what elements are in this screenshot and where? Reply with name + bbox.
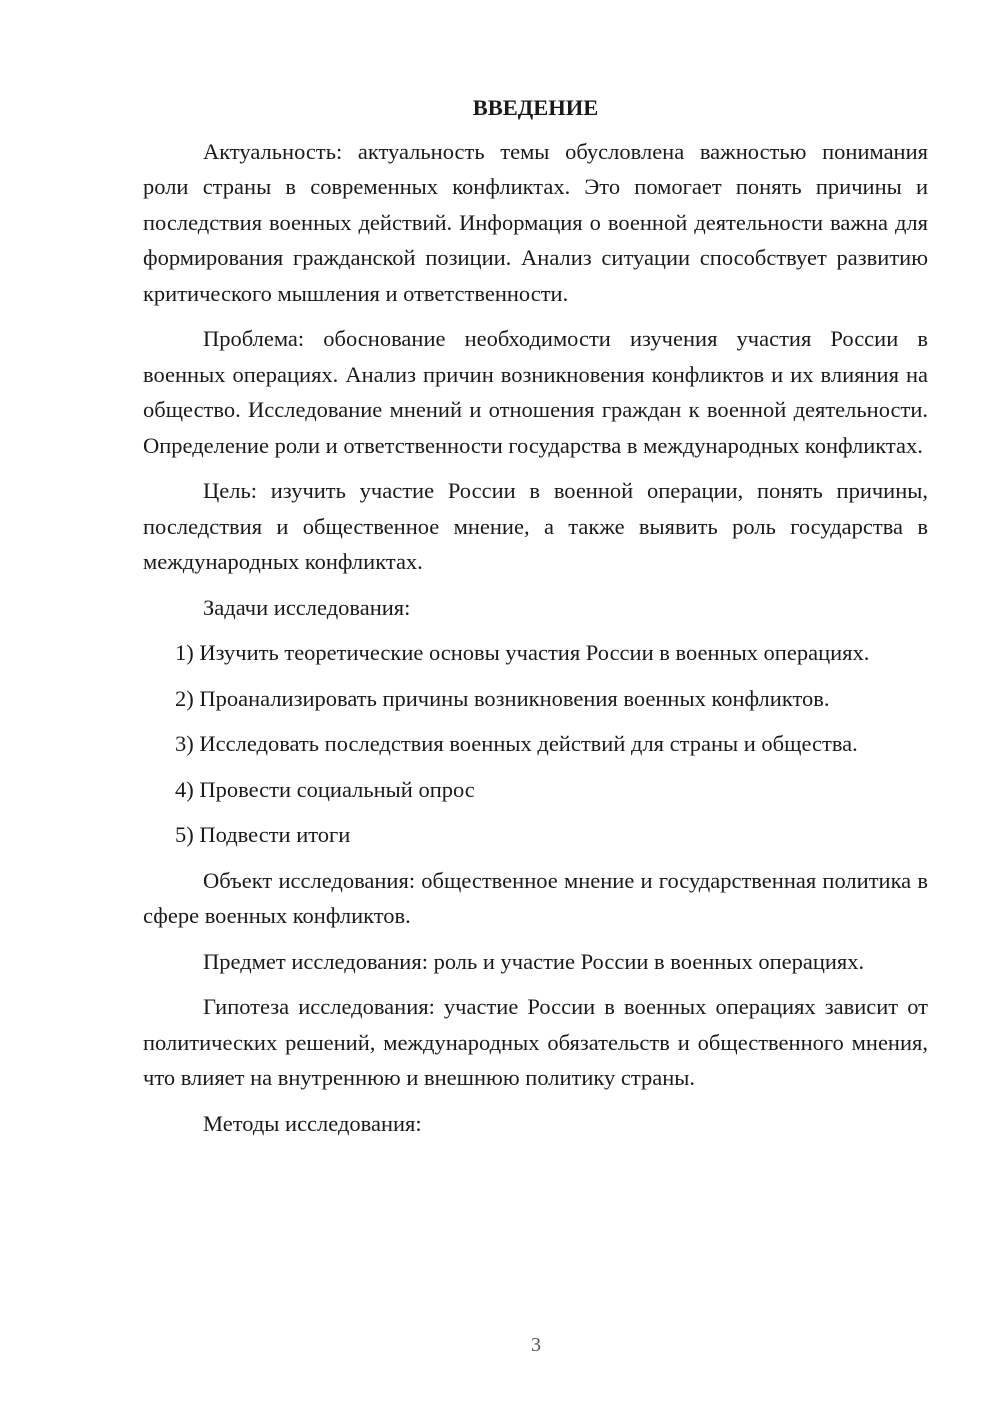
task-item: 3) Исследовать последствия военных действий для страны и общества.	[175, 731, 858, 756]
object-paragraph: Объект исследования: общественное мнение и государственная политика в сфере военных конфликтов.	[143, 867, 928, 928]
task-item: 1) Изучить теоретические основы участия России в военных операциях.	[175, 640, 870, 665]
relevance-paragraph: Актуальность: актуальность темы обусловлена важностью понимания роли страны в современных конфликтах. Это помогает понять причины и последствия военных действий. Информация о военной деятельности важна для формирования гражданской позиции. Анализ ситуации способствует развитию критического мышления и ответственности.	[143, 138, 928, 306]
goal-paragraph: Цель: изучить участие России в военной операции, понять причины, последствия и общественное мнение, а также выявить роль государства в международных конфликтах.	[143, 478, 928, 574]
section-heading: ВВЕДЕНИЕ	[472, 95, 599, 120]
hypothesis-paragraph: Гипотеза исследования: участие России в военных операциях зависит от политических решений, международных обязательств и общественного мнения, что влияет на внутреннюю и внешнюю политику страны.	[143, 994, 928, 1090]
page-content	[143, 90, 928, 1151]
task-item: 5) Подвести итоги	[175, 822, 351, 847]
tasks-title: Задачи исследования:	[203, 594, 411, 620]
task-item: 4) Провести социальный опрос	[175, 776, 475, 802]
subject-paragraph: Предмет исследования: роль и участие России в военных операциях.	[203, 948, 865, 974]
methods-title: Методы исследования:	[203, 1110, 422, 1136]
page-number: 3	[531, 1334, 541, 1356]
problem-paragraph: Проблема: обоснование необходимости изучения участия России в военных операциях. Анализ причин возникновения конфликтов и их влияния на общество. Исследование мнений и отношения граждан к военной деятельности. Определение роли и ответственности государства в международных конфликтах.	[143, 326, 928, 458]
task-item: 2) Проанализировать причины возникновения военных конфликтов.	[175, 685, 830, 711]
